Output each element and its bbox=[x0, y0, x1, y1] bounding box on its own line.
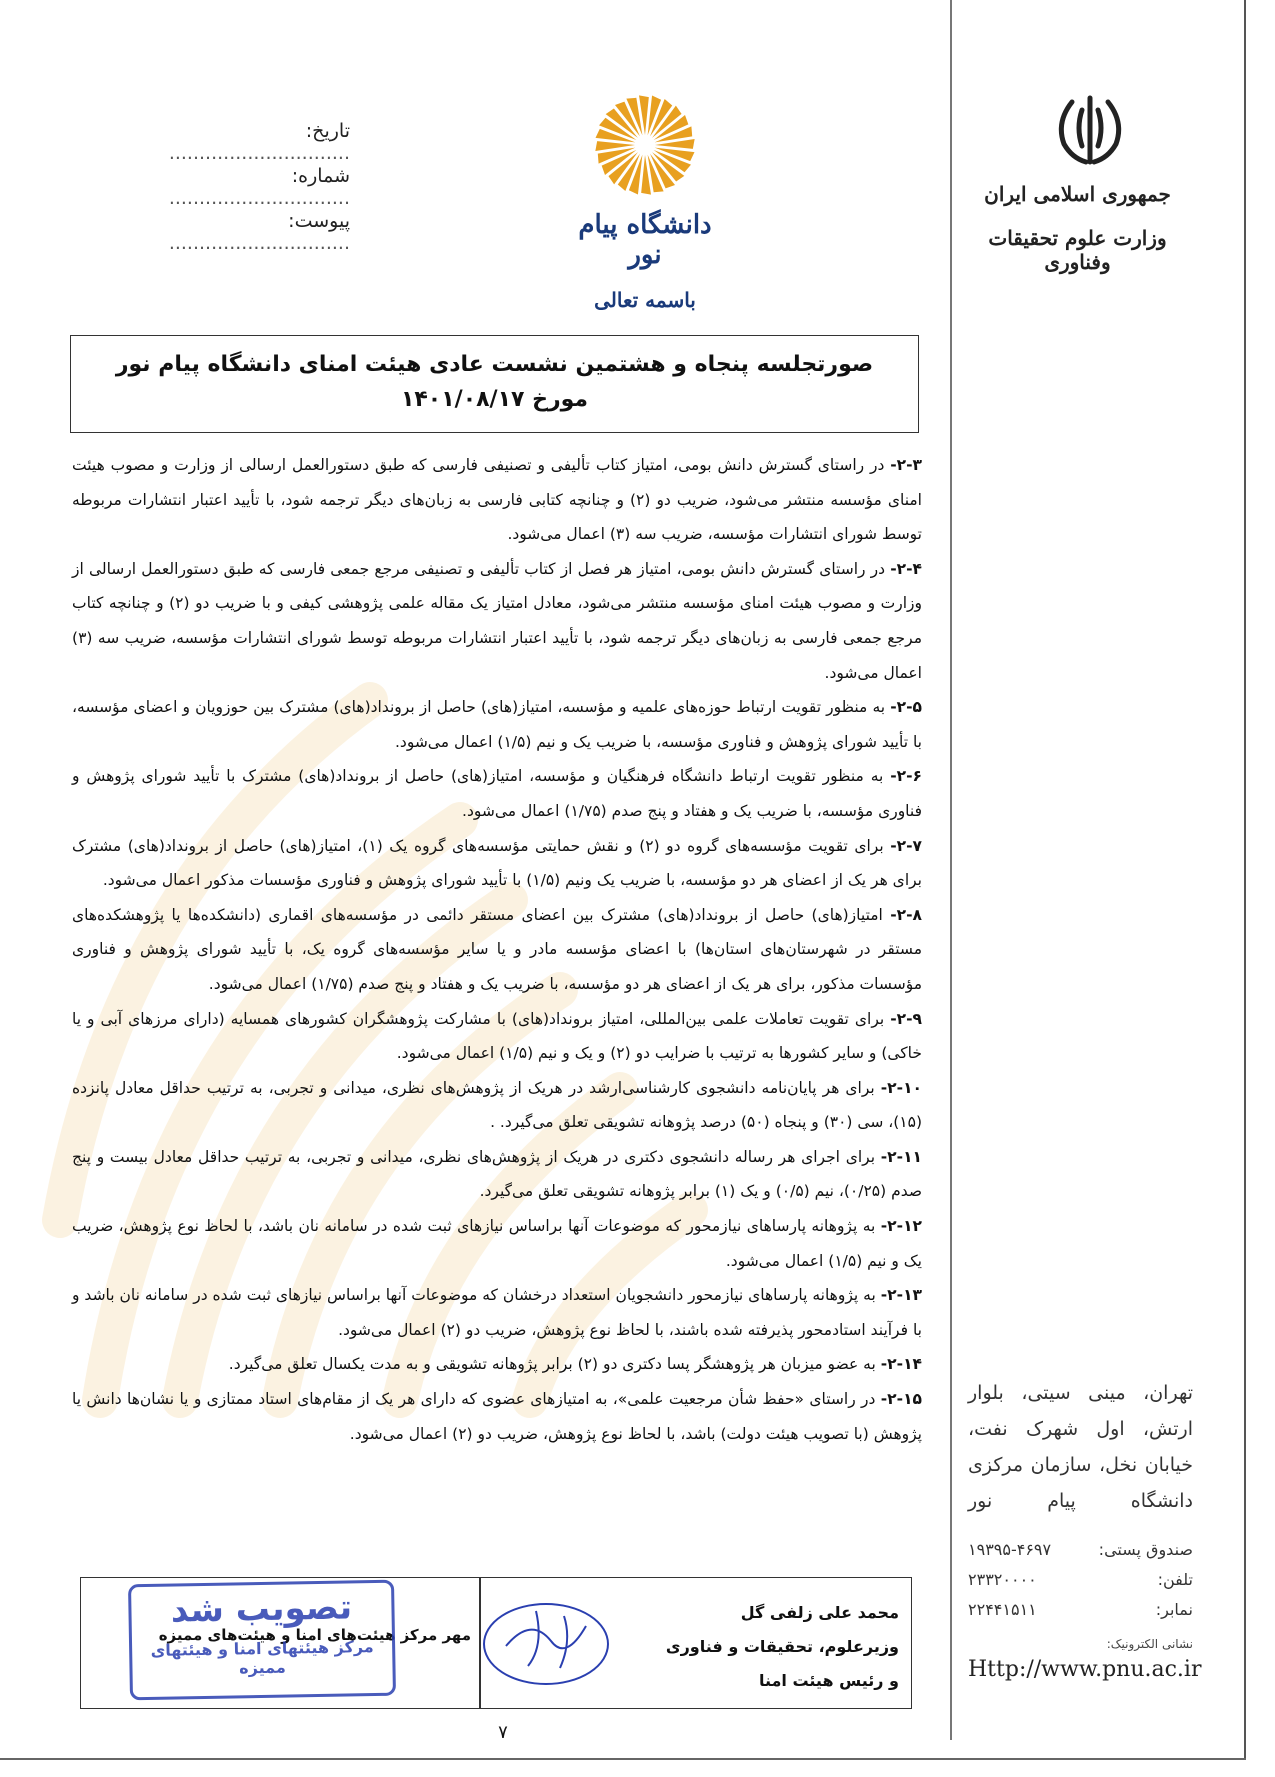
document-body bbox=[72, 448, 922, 1451]
item-2-7 bbox=[72, 829, 922, 898]
item-2-6 bbox=[72, 759, 922, 828]
postbox-label: صندوق پستی: bbox=[1098, 1540, 1193, 1559]
item-2-11 bbox=[72, 1140, 922, 1209]
item-text: در راستای «حفظ شأن مرجعیت علمی»، به امتیازهای عضوی که دارای هر یک از مقام‌های استاد ممتازی و یا نشان‌ها دانش یا پژوهش (با تصویب هیئت دولت) باشد، با لحاظ نوع پژوهش، ضریب دو (۲) اعمال می‌شود. bbox=[72, 1390, 922, 1443]
number-dots: .............................. bbox=[168, 187, 350, 209]
document-date: مورخ ۱۴۰۱/۰۸/۱۷ bbox=[400, 387, 589, 412]
stamp-subtitle: مرکز هیئتهای امنا و هیئتهای ممیزه bbox=[150, 1637, 374, 1678]
item-number: ۲-۴- bbox=[890, 559, 922, 578]
item-2-4 bbox=[72, 552, 922, 690]
fax-value: ۲۲۴۴۱۵۱۱ bbox=[968, 1600, 1037, 1619]
gov-line2: وزارت علوم تحقیقات وفناوری bbox=[988, 226, 1167, 274]
item-number: ۲-۱۵- bbox=[880, 1390, 922, 1409]
sidebar-address: تهران، مینی سیتی، بلوار ارتش، اول شهرک نفت، خیابان نخل، سازمان مرکزی دانشگاه پیام نور bbox=[968, 1382, 1193, 1512]
item-text: برای تقویت تعاملات علمی بین‌المللی، امتیاز برونداد(های) با مشارکت پژوهشگران کشورهای همسایه (دارای مرزهای آبی و یا خاکی) و سایر کشورها به ترتیب با ضرایب دو (۲) و یک و نیم (۱/۵) اعمال می‌شود. bbox=[72, 1009, 922, 1063]
item-text: در راستای گسترش دانش بومی، امتیاز کتاب تألیفی و تصنیفی فارسی که طبق دستورالعمل ارسالی از وزارت و مصوب هیئت امنای مؤسسه منتشر می‌شود، ضریب دو (۲) و چنانچه کتابی فارسی به زبان‌های دیگر ترجمه شود، با تأیید اعتبار انتشارات مربوطه توسط شورای انتشارات مؤسسه، ضریب سه (۳) اعمال می‌شود. bbox=[72, 456, 922, 544]
item-2-13 bbox=[72, 1278, 922, 1347]
item-number: ۲-۱۴- bbox=[880, 1355, 922, 1374]
document-title: صورتجلسه پنجاه و هشتمین نشست عادی هیئت امنای دانشگاه پیام نور bbox=[115, 352, 874, 377]
item-number: ۲-۱۰- bbox=[880, 1078, 922, 1097]
university-name: دانشگاه پیام نور bbox=[578, 210, 712, 270]
item-2-5 bbox=[72, 690, 922, 759]
item-2-10 bbox=[72, 1071, 922, 1140]
title-box bbox=[70, 335, 919, 433]
item-number: ۲-۶- bbox=[890, 767, 922, 786]
item-text: به پژوهانه پارساهای نیازمحور که موضوعات آنها براساس نیازهای ثبت شده در سامانه نان باشد، با لحاظ نوع پژوهش، ضریب یک و نیم (۱/۵) اعمال می‌شود. bbox=[72, 1217, 922, 1270]
item-number: ۲-۳- bbox=[890, 456, 922, 474]
signatory-name: محمد علی زلفی گل bbox=[740, 1603, 899, 1622]
item-text: برای تقویت مؤسسه‌های گروه دو (۲) و نقش حمایتی مؤسسه‌های گروه یک (۱)، امتیاز(های) حاصل از برونداد(های) مشترک برای هر یک از اعضای هر دو مؤسسه، با ضریب یک ونیم (۱/۵) با تأیید شورای پژوهش و فناوری مؤسسات مذکور اعمال می‌شود. bbox=[72, 836, 922, 890]
item-number: ۲-۱۲- bbox=[880, 1217, 922, 1236]
postbox-value: ۱۹۳۹۵-۴۶۹۷ bbox=[968, 1540, 1052, 1559]
item-text: به عضو میزبان هر پژوهشگر پسا دکتری دو (۲) برابر پژوهانه تشویقی و به مدت یکسال تعلق می‌گیرد. bbox=[228, 1355, 881, 1374]
page-border-bottom bbox=[0, 1758, 1246, 1760]
fax-row bbox=[968, 1600, 1193, 1619]
item-number: ۲-۹- bbox=[890, 1009, 922, 1028]
item-number: ۲-۱۱- bbox=[880, 1147, 922, 1166]
number-field bbox=[130, 165, 350, 209]
item-2-8 bbox=[72, 898, 922, 1002]
item-2-12 bbox=[72, 1209, 922, 1278]
phone-value: ۲۳۳۲۰۰۰۰ bbox=[968, 1570, 1037, 1589]
date-dots: .............................. bbox=[168, 142, 350, 164]
stamp-title: تصویب شد bbox=[170, 1587, 353, 1631]
date-label: تاریخ: bbox=[305, 120, 350, 142]
attachment-label: پیوست: bbox=[288, 210, 350, 232]
stamp-label: مهر مرکز هیئت‌های امنا و هیئت‌های ممیزه bbox=[158, 1626, 471, 1644]
approval-stamp bbox=[128, 1580, 396, 1701]
website-link[interactable]: Http://www.pnu.ac.ir bbox=[968, 1657, 1202, 1682]
sidebar-divider bbox=[950, 0, 952, 1740]
item-text: به پژوهانه پارساهای نیازمحور دانشجویان استعداد درخشان که موضوعات آنها براساس نیازهای ثبت شده در سامانه نان باشد و با فرآیند استادمحور پذیرفته شده باشند، با لحاظ نوع پژوهش، ضریب دو (۲) اعمال می‌شود. bbox=[72, 1286, 922, 1339]
university-logo-icon bbox=[590, 90, 700, 200]
item-2-9 bbox=[72, 1002, 922, 1071]
fax-label: نمابر: bbox=[1155, 1600, 1193, 1619]
signatory-role1: وزیرعلوم، تحقیقات و فناوری bbox=[665, 1637, 899, 1656]
postbox-row bbox=[968, 1540, 1193, 1559]
item-number: ۲-۷- bbox=[890, 836, 923, 855]
web-label: نشانی الکترونیک: bbox=[1106, 1637, 1193, 1651]
item-number: ۲-۱۳- bbox=[880, 1286, 922, 1305]
phone-label: تلفن: bbox=[1157, 1570, 1193, 1589]
handwritten-signature-icon bbox=[476, 1586, 616, 1696]
signature-box bbox=[80, 1577, 912, 1709]
gov-line1: جمهوری اسلامی ایران bbox=[984, 182, 1171, 206]
number-label: شماره: bbox=[291, 165, 350, 187]
item-text: برای اجرای هر رساله دانشجوی دکتری در هریک از پژوهش‌های نظری، میدانی و تجربی، به ترتیب حداقل معادل بیست و پنج صدم (۰/۲۵)، نیم (۰/۵) و یک (۱) برابر پژوهانه تشویقی تعلق می‌گیرد. bbox=[72, 1147, 922, 1201]
attachment-field bbox=[130, 210, 350, 254]
item-number: ۲-۵- bbox=[890, 698, 922, 717]
page-border bbox=[1244, 0, 1246, 1760]
item-text: به منظور تقویت ارتباط حوزه‌های علمیه و مؤسسه، امتیاز(های) حاصل از برونداد(های) مشترک بین حوزویان و اعضای مؤسسه، با تأیید شورای پژوهش و فناوری مؤسسه، با ضریب یک و نیم (۱/۵) اعمال می‌شود. bbox=[72, 698, 922, 751]
item-text: به منظور تقویت ارتباط دانشگاه فرهنگیان و مؤسسه، امتیاز(های) حاصل از برونداد(های) مشترک با تأیید شورای پژوهش و فناوری مؤسسه، با ضریب یک و هفتاد و پنج صدم (۱/۷۵) اعمال می‌شود. bbox=[72, 767, 922, 820]
item-number: ۲-۸- bbox=[890, 905, 922, 924]
item-text: برای هر پایان‌نامه دانشجوی کارشناسی‌ارشد در هریک از پژوهش‌های نظری، میدانی و تجربی، به ترتیب حداقل معادل پانزده (۱۵)، سی (۳۰) و پنجاه (۵۰) درصد پژوهانه تشویقی تعلق می‌گیرد. . bbox=[72, 1078, 922, 1132]
phone-row bbox=[968, 1570, 1193, 1589]
signatory-role2: و رئیس هیئت امنا bbox=[758, 1671, 899, 1690]
item-text: در راستای گسترش دانش بومی، امتیاز هر فصل از کتاب تألیفی و تصنیفی مرجع جمعی فارسی که طبق دستورالعمل ارسالی از وزارت و مصوب هیئت امنای مؤسسه منتشر می‌شود، معادل امتیاز یک مقاله علمی پژوهشی کیفی و با ضریب دو (۲) و چنانچه کتاب مرجع جمعی فارسی به زبان‌های دیگر ترجمه شود، با تأیید اعتبار انتشارات مربوطه توسط شورای انتشارات مؤسسه، ضریب سه (۳) اعمال می‌شود. bbox=[72, 559, 922, 682]
attachment-dots: .............................. bbox=[168, 232, 350, 254]
date-field bbox=[130, 120, 350, 164]
page-number: ۷ bbox=[498, 1722, 508, 1743]
item-2-14 bbox=[72, 1347, 922, 1382]
item-text: امتیاز(های) حاصل از برونداد(های) مشترک بین اعضای مستقر دائمی در مؤسسه‌های اقماری (دانشکده‌ها یا پژوهشکده‌های مستقر در شهرستان‌های استان‌ها) با اعضای مؤسسه مادر و یا سایر مؤسسه‌های گروه یک، با تأیید شورای پژوهش و فناوری مؤسسات مذکور، برای هر یک از اعضای هر دو مؤسسه، با ضریب یک و هفتاد و پنج صدم (۱/۷۵) اعمال می‌شود. bbox=[72, 905, 922, 993]
item-2-3 bbox=[72, 448, 922, 552]
iran-emblem-icon bbox=[1050, 92, 1130, 172]
item-2-15 bbox=[72, 1382, 922, 1451]
besmeh: باسمه تعالی bbox=[594, 288, 696, 312]
